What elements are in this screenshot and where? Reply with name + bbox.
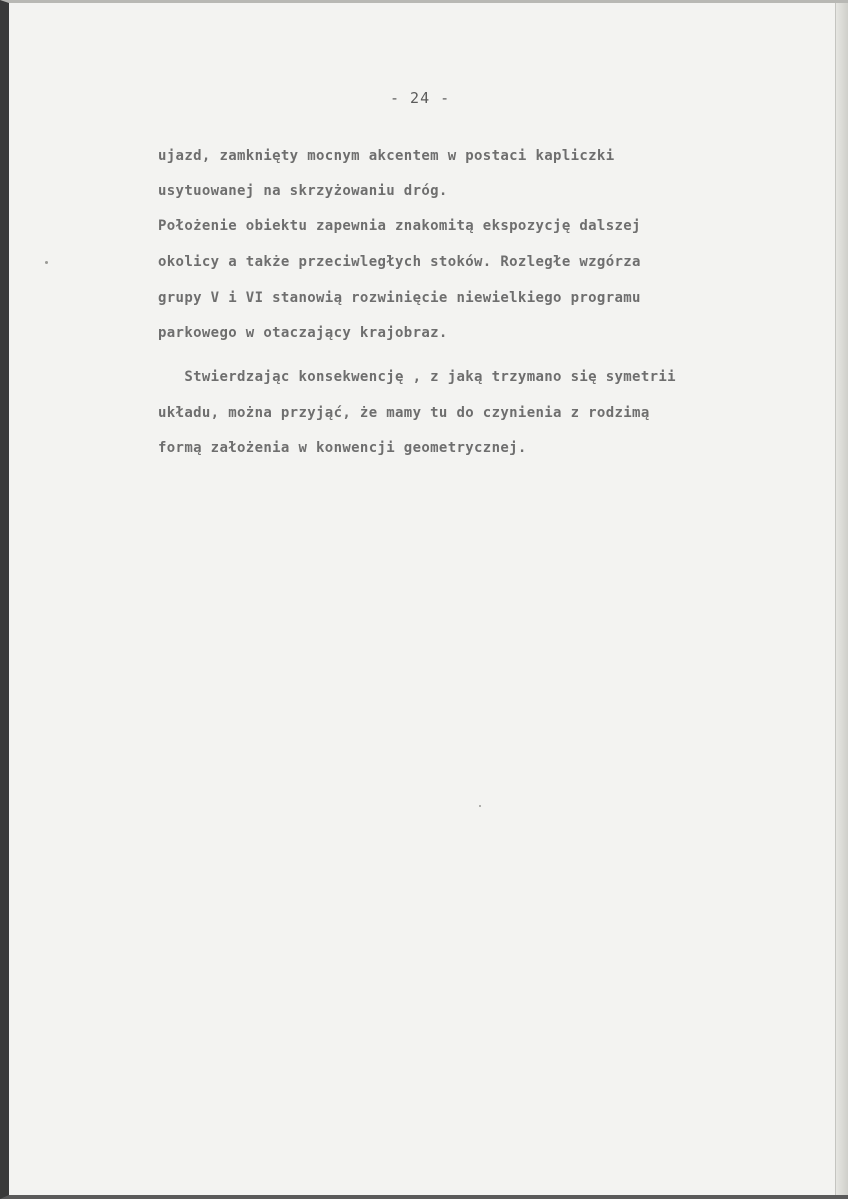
text-line: usytuowanej na skrzyżowaniu dróg. — [158, 183, 448, 199]
paper-speck — [479, 805, 481, 807]
text-line: grupy V i VI stanowią rozwinięcie niewielkiego programu — [158, 290, 641, 306]
text-line: parkowego w otaczający krajobraz. — [158, 325, 448, 341]
text-line: ujazd, zamknięty mocnym akcentem w postaci kapliczki — [158, 148, 615, 164]
text-line: Stwierdzając konsekwencję , z jaką trzymano się symetrii — [158, 369, 676, 385]
page-number: - 24 - — [390, 89, 451, 107]
page-right-edge — [835, 3, 848, 1195]
text-line: układu, można przyjąć, że mamy tu do czynienia z rodzimą — [158, 405, 650, 421]
text-line: Położenie obiektu zapewnia znakomitą ekspozycję dalszej — [158, 218, 641, 234]
text-line: okolicy a także przeciwległych stoków. Rozległe wzgórza — [158, 254, 641, 270]
paper-speck — [45, 261, 48, 264]
text-line: formą założenia w konwencji geometrycznej. — [158, 440, 527, 456]
